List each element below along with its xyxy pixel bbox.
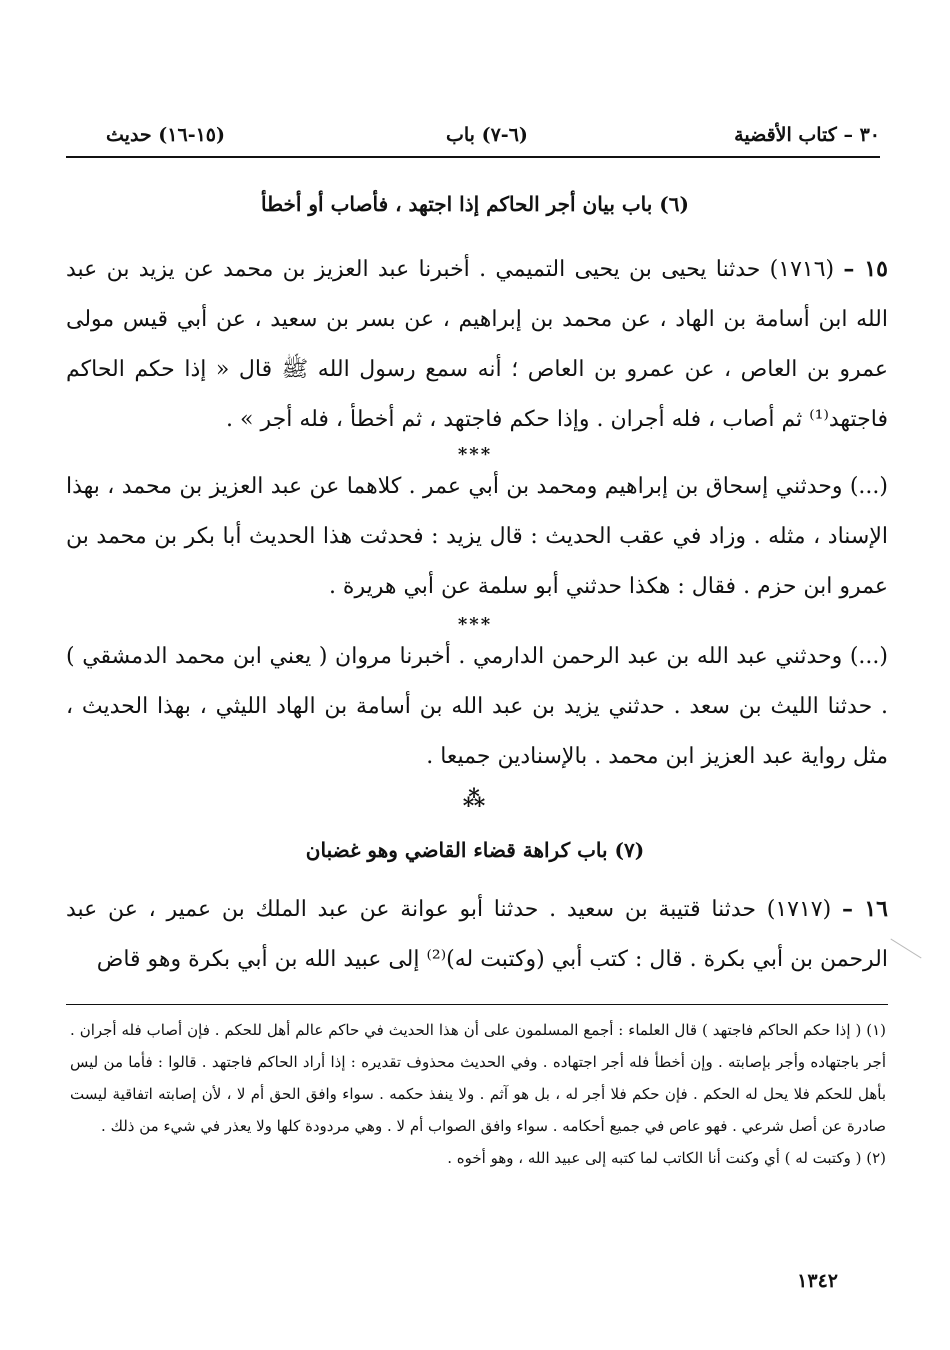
separator-stars-1: *** bbox=[457, 444, 493, 465]
hadith-15-text: (١٧١٦) حدثنا يحيى بن يحيى التميمي . أخبرنا عبد العزيز بن محمد عن يزيد بن عبد الله ابن أسامة بن الهاد ، عن محمد بن إبراهيم ، عن بسر بن سعيد ، عن أبي قيس مولى عمرو بن العاص ، عن عمرو بن العاص ؛ أنه سمع رسول الله ﷺ قال « إذا حكم الحاكم فاجتهد⁽¹⁾ ثم أصاب ، فله أجران . وإذا حكم فاجتهد ، ثم أخطأ ، فله أجر » . bbox=[66, 257, 888, 432]
hadith-15 bbox=[66, 244, 888, 445]
footnote-1: (١) ( إذا حكم الحاكم فاجتهد ) قال العلماء : أجمع المسلمون على أن هذا الحديث في حاكم عالم أهل للحكم . فإن أصاب فله أجران . أجر باجتهاده وأجر بإصابته . وإن أخطأ فله أجر اجتهاده . وفي الحديث محذوف تقديره : إذا أراد الحاكم فاجتهد . قالوا : فأما من ليس بأهل للحكم فلا يحل له الحكم . فإن حكم فلا أجر له ، بل هو آثم . ولا ينفذ حكمه . سواء وافق الحق أم لا ، لأن إصابته اتفاقية ليست صادرة عن أصل شرعي . فهو عاص في جميع أحكامه . سواء وافق الصواب أم لا . وهي مردودة كلها ولا يعذر في شيء من ذلك . bbox=[70, 1021, 886, 1135]
hadith-15-variant-1 bbox=[66, 462, 888, 612]
header-hadith-range: (١٥-١٦) حديث bbox=[106, 124, 226, 146]
chapter-7-title: (٧) باب كراهة قضاء القاضي وهو غضبان bbox=[305, 838, 645, 862]
hadith-16 bbox=[66, 884, 888, 985]
scan-artifact-line bbox=[890, 939, 921, 959]
header-book-title: ٣٠ – كتاب الأقضية bbox=[734, 124, 880, 146]
hadith-16-number: ١٦ – bbox=[841, 896, 888, 922]
running-header bbox=[66, 118, 880, 158]
page-number: ١٣٤٢ bbox=[797, 1270, 838, 1292]
hadith-16-text: (١٧١٧) حدثنا قتيبة بن سعيد . حدثنا أبو عوانة عن عبد الملك بن عمير ، عن عبد الرحمن بن أبي بكرة . قال : كتب أبي (وكتبت له)⁽²⁾ إلى عبيد الله بن أبي بكرة وهو قاض bbox=[66, 897, 888, 972]
chapter-6-title: (٦) باب بيان أجر الحاكم إذا اجتهد ، فأصاب أو أخطأ bbox=[261, 192, 689, 216]
header-divider bbox=[66, 156, 880, 158]
hadith-15-variant-2 bbox=[66, 632, 888, 782]
section-break-mark: ⁂ bbox=[462, 786, 488, 812]
separator-stars-2: *** bbox=[457, 614, 493, 635]
footnote-2: (٢) ( وكتبت له ) أي وكنت أنا الكاتب لما كتبه إلى عبيد الله ، وهو أخوه . bbox=[447, 1149, 886, 1167]
hadith-15-variant-1-text: (...) وحدثني إسحاق بن إبراهيم ومحمد بن أبي عمر . كلاهما عن عبد العزيز بن محمد ، بهذا الإسناد ، مثله . وزاد في عقب الحديث : قال يزيد : فحدثت هذا الحديث أبا بكر بن محمد بن عمرو ابن حزم . فقال : هكذا حدثني أبو سلمة عن أبي هريرة . bbox=[66, 474, 888, 599]
footnotes bbox=[70, 1014, 886, 1174]
hadith-15-variant-2-text: (...) وحدثني عبد الله بن عبد الرحمن الدارمي . أخبرنا مروان ( يعني ابن محمد الدمشقي ) . حدثنا الليث بن سعد . حدثني يزيد بن عبد الله بن أسامة بن الهاد الليثي ، بهذا الحديث ، مثل رواية عبد العزيز ابن محمد . بالإسنادين جميعا . bbox=[66, 644, 888, 769]
hadith-15-number: ١٥ – bbox=[843, 256, 888, 282]
header-chapter-range: (٦-٧) باب bbox=[446, 124, 528, 146]
footnote-divider bbox=[66, 1004, 888, 1005]
